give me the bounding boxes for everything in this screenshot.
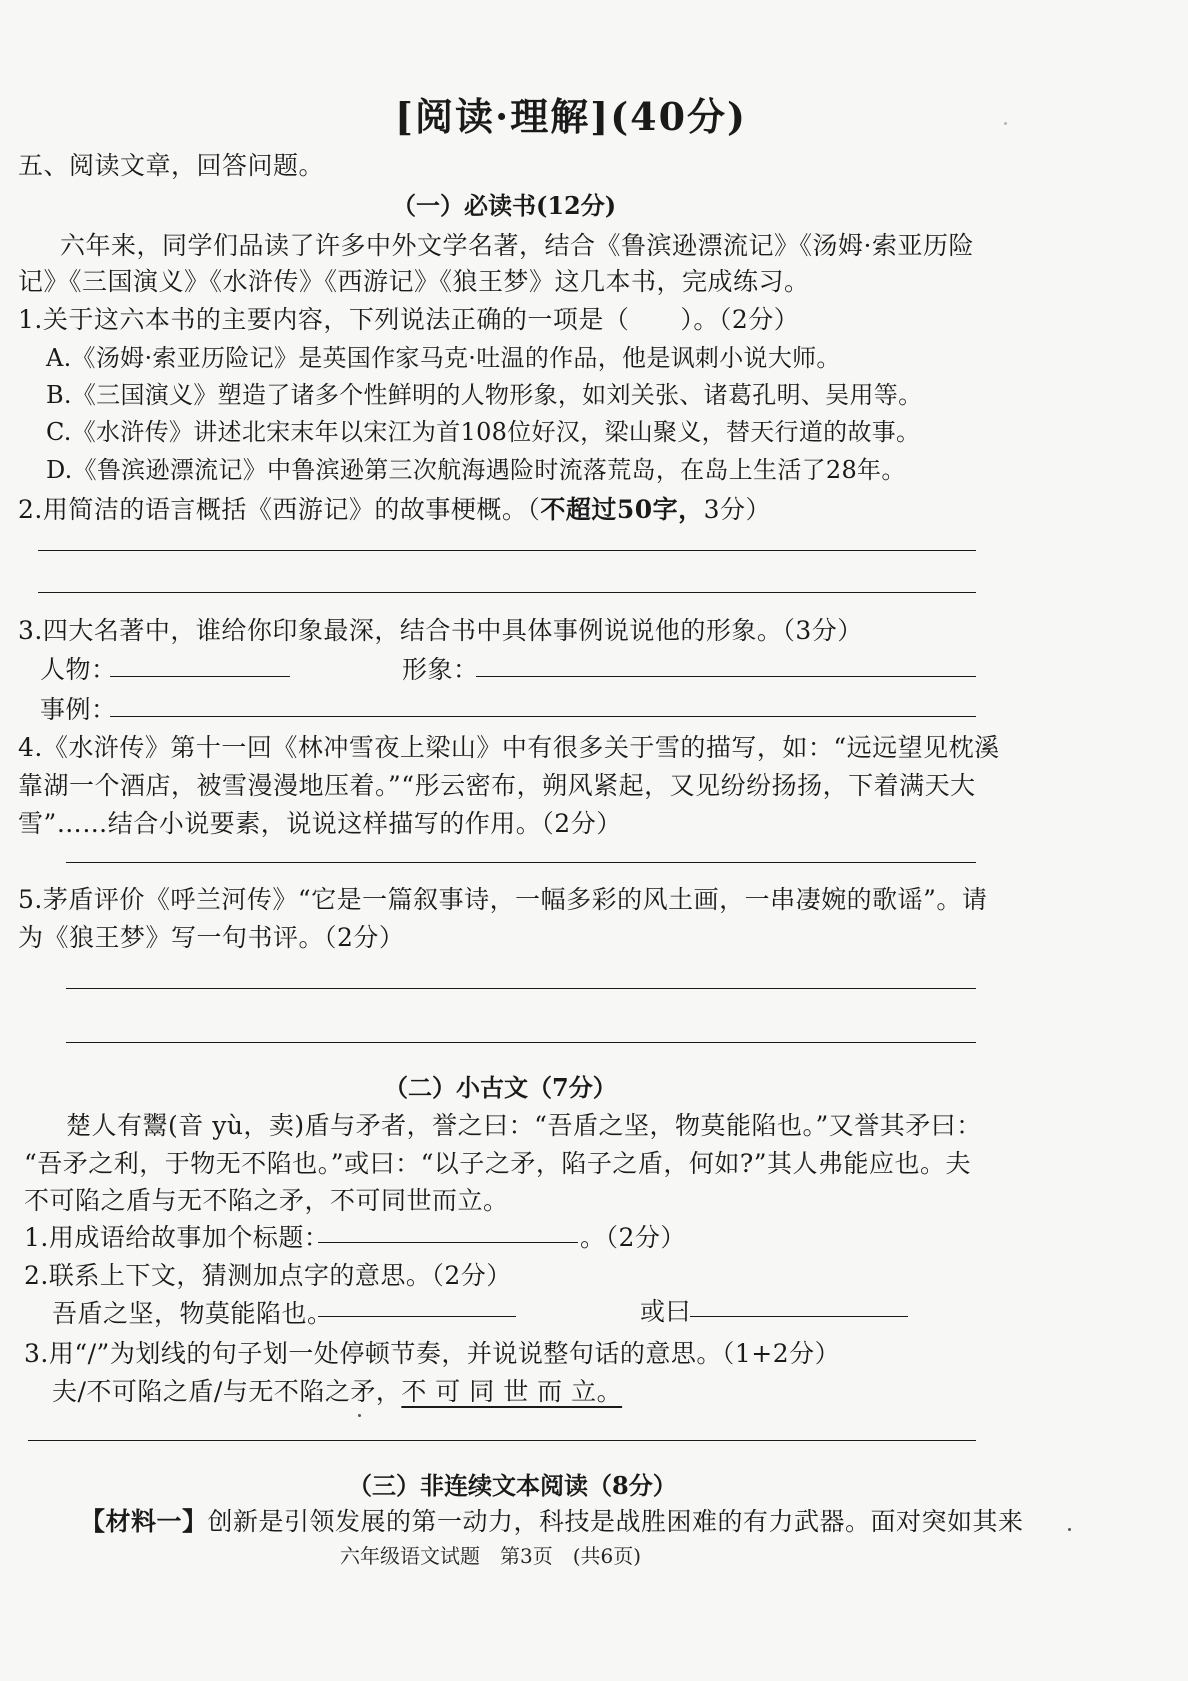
part1-intro-line1: 六年来，同学们品读了许多中外文学名著，结合《鲁滨逊漂流记》《汤姆·索亚历险 <box>60 231 974 260</box>
part2-text-line3: 不可陷之盾与无不陷之矛，不可同世而立。 <box>24 1186 509 1215</box>
q1-option-c: C.《水浒传》讲述北宋末年以宋江为首108位好汉，梁山聚义，替天行道的故事。 <box>46 418 921 446</box>
scan-speck <box>1004 122 1007 125</box>
q3-person-label: 人物： <box>40 655 117 684</box>
material-label: 【材料一】 <box>80 1507 208 1536</box>
q2-answer-line-1[interactable] <box>38 550 976 551</box>
material-text: 创新是引领发展的第一动力，科技是战胜困难的有力武器。面对突如其来 <box>207 1507 1024 1536</box>
part1-q4-line3: 雪”……结合小说要素，说说这样描写的作用。（2分） <box>18 809 622 838</box>
q1-option-b: B.《三国演义》塑造了诸多个性鲜明的人物形象，如刘关张、诸葛孔明、吴用等。 <box>46 381 923 409</box>
part2-q2-item1-line[interactable] <box>318 1316 516 1317</box>
part2-heading: （二）小古文（7分） <box>384 1073 617 1102</box>
part1-q2 <box>18 490 771 526</box>
page-footer: 六年级语文试题 第3页 (共6页) <box>340 1544 642 1568</box>
page-title: [阅读·理解](40分) <box>395 94 748 139</box>
q5-answer-line-2[interactable] <box>66 1042 976 1043</box>
part2-q2-item2: 或曰 <box>640 1297 692 1326</box>
part3-material <box>80 1502 1024 1538</box>
q1-option-d: D.《鲁滨逊漂流记》中鲁滨逊第三次航海遇险时流落荒岛，在岛上生活了28年。 <box>46 456 906 484</box>
section-label: 五、阅读文章，回答问题。 <box>18 151 325 180</box>
part2-q2-item1: 吾盾之坚，物莫能陷也。 <box>52 1299 333 1328</box>
q2-suffix: 3分） <box>703 495 772 524</box>
q3-sentence-plain: 夫/不可陷之盾/与无不陷之矛， <box>52 1377 402 1406</box>
q3-example-label: 事例： <box>40 695 117 724</box>
q2-bold: 不超过50字， <box>540 495 704 524</box>
part1-q5-line2: 为《狼王梦》写一句书评。（2分） <box>18 923 405 952</box>
part2-text-line2: “吾矛之利，于物无不陷也。”或曰：“以子之矛，陷子之盾，何如?”其人弗能应也。夫 <box>24 1149 972 1178</box>
part1-intro-line2: 记》《三国演义》《水浒传》《西游记》《狼王梦》这几本书，完成练习。 <box>18 267 810 296</box>
part2-q1-answer-line[interactable] <box>318 1242 578 1243</box>
part2-q3-answer-line[interactable] <box>28 1440 976 1441</box>
scan-speck <box>358 1414 361 1417</box>
q3-image-label: 形象： <box>402 655 479 684</box>
part2-q1: 1.用成语给故事加个标题： <box>24 1223 330 1252</box>
q4-answer-line[interactable] <box>66 862 976 863</box>
part1-heading: （一）必读书(12分) <box>392 191 617 220</box>
q2-prefix: 2.用简洁的语言概括《西游记》的故事梗概。（ <box>18 495 541 524</box>
scan-speck <box>1068 1528 1071 1531</box>
part1-q4-line2: 靠湖一个酒店，被雪漫漫地压着。”“彤云密布，朔风紧起，又见纷纷扬扬，下着满天大 <box>18 771 976 800</box>
part2-q3-sentence <box>52 1372 622 1408</box>
part2-q2: 2.联系上下文，猜测加点字的意思。（2分） <box>24 1261 512 1290</box>
part1-q3: 3.四大名著中，谁给你印象最深，结合书中具体事例说说他的形象。（3分） <box>18 616 863 645</box>
part2-q1-suffix: 。（2分） <box>580 1223 686 1252</box>
part1-q4-line1: 4.《水浒传》第十一回《林冲雪夜上梁山》中有很多关于雪的描写，如：“远远望见枕溪 <box>18 733 1000 762</box>
q2-answer-line-2[interactable] <box>38 592 976 593</box>
part1-q5-line1: 5.茅盾评价《呼兰河传》“它是一篇叙事诗，一幅多彩的风土画，一串凄婉的歌谣”。请 <box>18 885 988 914</box>
part2-text-line1: 楚人有鬻(音 yù，卖)盾与矛者，誉之曰：“吾盾之坚，物莫能陷也。”又誉其矛曰： <box>66 1111 982 1140</box>
q3-person-line[interactable] <box>110 676 290 677</box>
q3-example-line[interactable] <box>110 716 976 717</box>
q3-image-line[interactable] <box>476 676 976 677</box>
q5-answer-line-1[interactable] <box>66 988 976 989</box>
q3-sentence-underlined: 不 可 同 世 而 立。 <box>401 1377 623 1406</box>
part2-q3: 3.用“/”为划线的句子划一处停顿节奏，并说说整句话的意思。（1+2分） <box>24 1339 841 1368</box>
q1-option-a: A.《汤姆·索亚历险记》是英国作家马克·吐温的作品，他是讽刺小说大师。 <box>46 344 841 372</box>
part1-q1: 1.关于这六本书的主要内容，下列说法正确的一项是（ ）。（2分） <box>18 305 800 334</box>
part2-q2-item2-line[interactable] <box>690 1316 908 1317</box>
part3-heading: （三）非连续文本阅读（8分） <box>348 1471 677 1500</box>
